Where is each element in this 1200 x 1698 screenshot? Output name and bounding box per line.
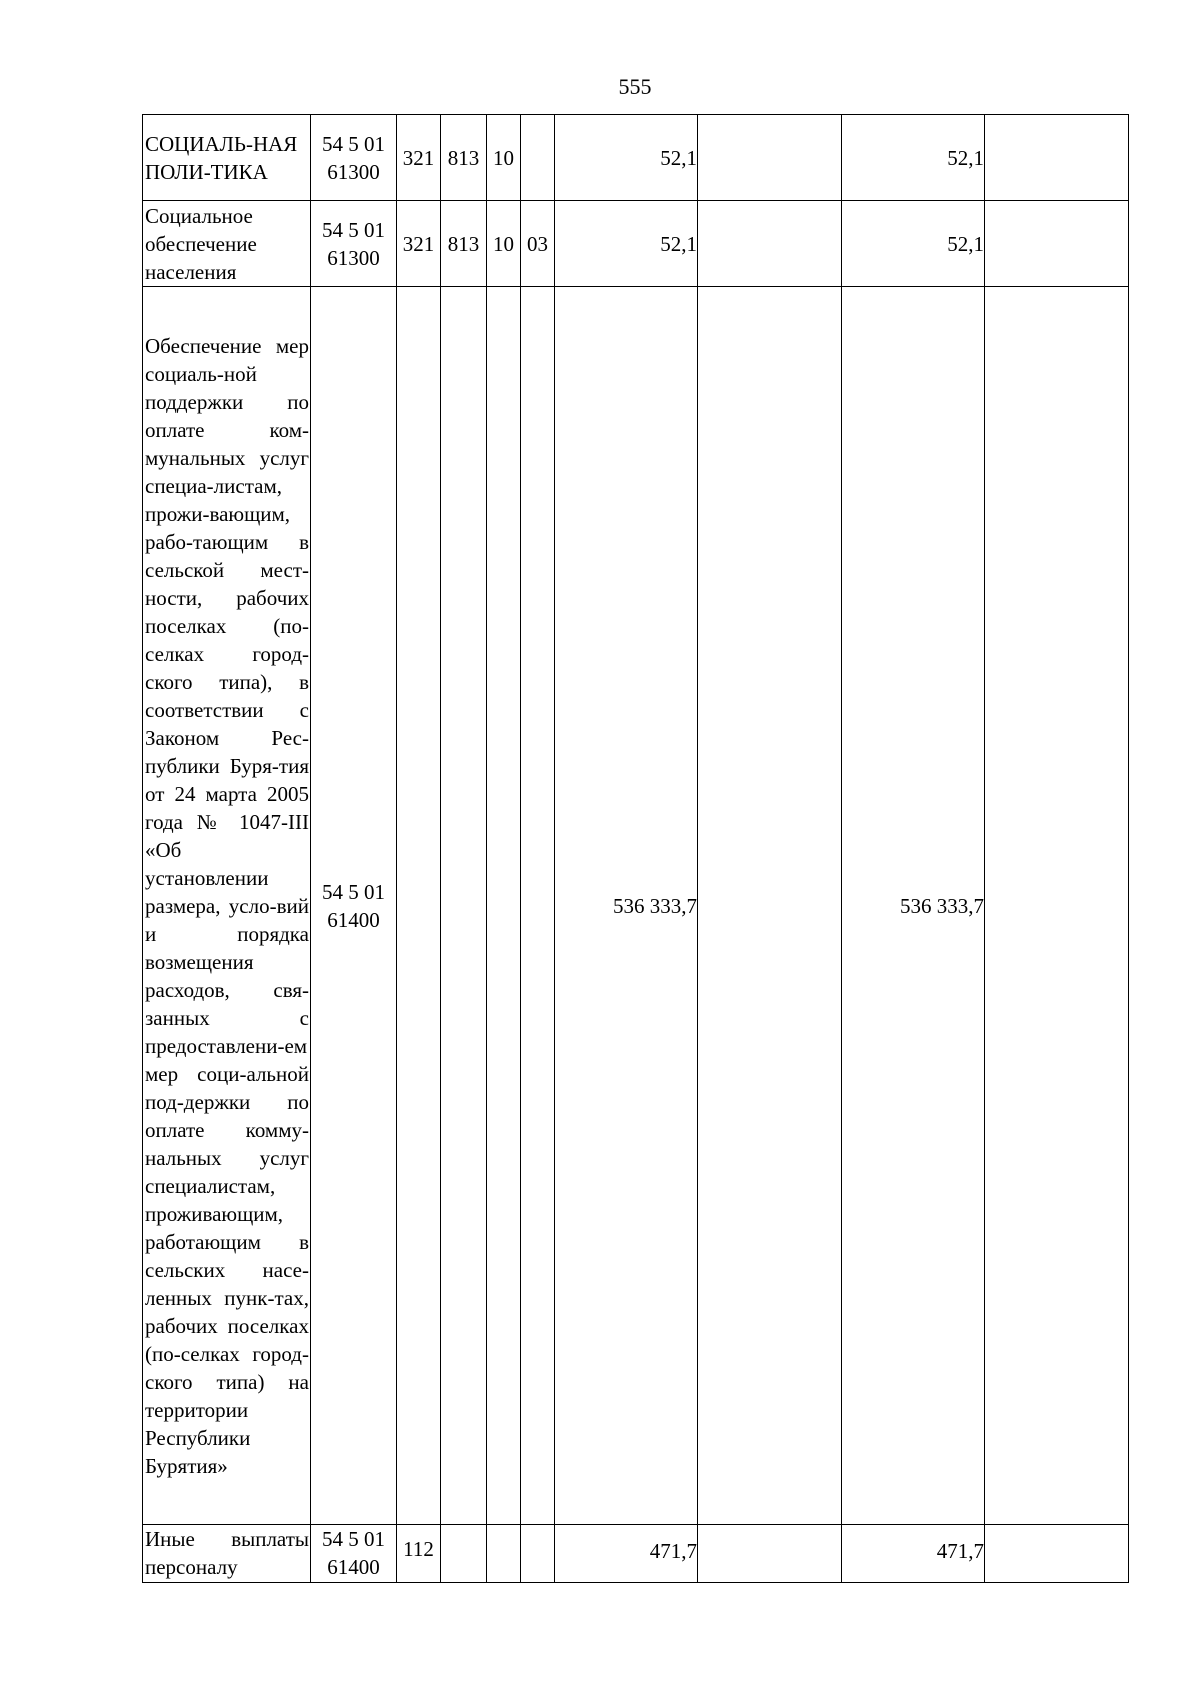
admin-code-cell xyxy=(441,287,487,1525)
section-cell xyxy=(487,287,521,1525)
row-name-cell xyxy=(143,287,311,1525)
amount-cell: 536 333,7 xyxy=(555,287,698,1525)
target-article-code: 54 5 01 xyxy=(322,879,385,904)
admin-code-cell: 813 xyxy=(441,115,487,201)
empty-cell xyxy=(985,115,1129,201)
section-cell xyxy=(487,1525,521,1583)
section-cell: 10 xyxy=(487,201,521,287)
target-article-code: 54 5 01 xyxy=(322,217,385,242)
target-article-cell xyxy=(311,201,397,287)
amount-cell: 471,7 xyxy=(555,1525,698,1583)
amount-cell: 52,1 xyxy=(842,201,985,287)
target-article-code-suffix: 61400 xyxy=(327,907,380,932)
subsection-cell: 03 xyxy=(521,201,555,287)
row-name: Иные выплаты персоналу xyxy=(145,1527,309,1579)
admin-code-cell xyxy=(441,1525,487,1583)
expense-type-cell: 321 xyxy=(397,115,441,201)
target-article-code-suffix: 61300 xyxy=(327,245,380,270)
amount-cell: 52,1 xyxy=(555,115,698,201)
expense-type-cell xyxy=(397,287,441,1525)
empty-cell xyxy=(985,201,1129,287)
table-row xyxy=(143,287,1129,1525)
amount-cell: 471,7 xyxy=(842,1525,985,1583)
table-row xyxy=(143,201,1129,287)
row-name-cell xyxy=(143,115,311,201)
target-article-code-suffix: 61400 xyxy=(327,1555,380,1579)
page-number: 555 xyxy=(618,74,652,99)
empty-cell xyxy=(698,201,842,287)
empty-cell xyxy=(698,287,842,1525)
subsection-cell xyxy=(521,1525,555,1583)
table-row xyxy=(143,115,1129,201)
row-name: Обеспечение мер социаль-ной поддержки по оплате ком-мунальных услуг специа-листам, прожи-вающим, рабо-тающим в сельской мест-ности, рабочих поселках (по-селках город-ского типа), в соответствии с Законом Рес-публики Буря-тия от 24 марта 2005 года № 1047-III «Об установлении размера, усло-вий и порядка возмещения расходов, свя-занных с предоставлени-ем мер соци-альной под-держки по оплате комму-нальных услуг специалистам, проживающим, работающим в сельских насе-ленных пунк-тах, рабочих поселках (по-селках город-ского типа) на территории Республики Бурятия» xyxy=(145,333,309,1478)
subsection-cell xyxy=(521,287,555,1525)
row-name-cell xyxy=(143,201,311,287)
expense-type-cell: 112 xyxy=(397,1525,441,1583)
target-article-code: 54 5 01 xyxy=(322,131,385,156)
empty-cell xyxy=(698,1525,842,1583)
expense-type-cell: 321 xyxy=(397,201,441,287)
budget-table xyxy=(142,114,1129,1583)
target-article-cell xyxy=(311,287,397,1525)
empty-cell xyxy=(985,287,1129,1525)
amount-cell: 52,1 xyxy=(555,201,698,287)
empty-cell xyxy=(698,115,842,201)
target-article-cell xyxy=(311,1525,397,1583)
row-name: СОЦИАЛЬ-НАЯ ПОЛИ-ТИКА xyxy=(145,131,298,184)
target-article-cell xyxy=(311,115,397,201)
row-name-cell xyxy=(143,1525,311,1583)
amount-cell: 536 333,7 xyxy=(842,287,985,1525)
section-cell: 10 xyxy=(487,115,521,201)
empty-cell xyxy=(985,1525,1129,1583)
row-name: Социальное обеспечение населения xyxy=(145,203,257,284)
target-article-code: 54 5 01 xyxy=(322,1527,385,1551)
table-row xyxy=(143,1525,1129,1583)
target-article-code-suffix: 61300 xyxy=(327,159,380,184)
subsection-cell xyxy=(521,115,555,201)
admin-code-cell: 813 xyxy=(441,201,487,287)
amount-cell: 52,1 xyxy=(842,115,985,201)
